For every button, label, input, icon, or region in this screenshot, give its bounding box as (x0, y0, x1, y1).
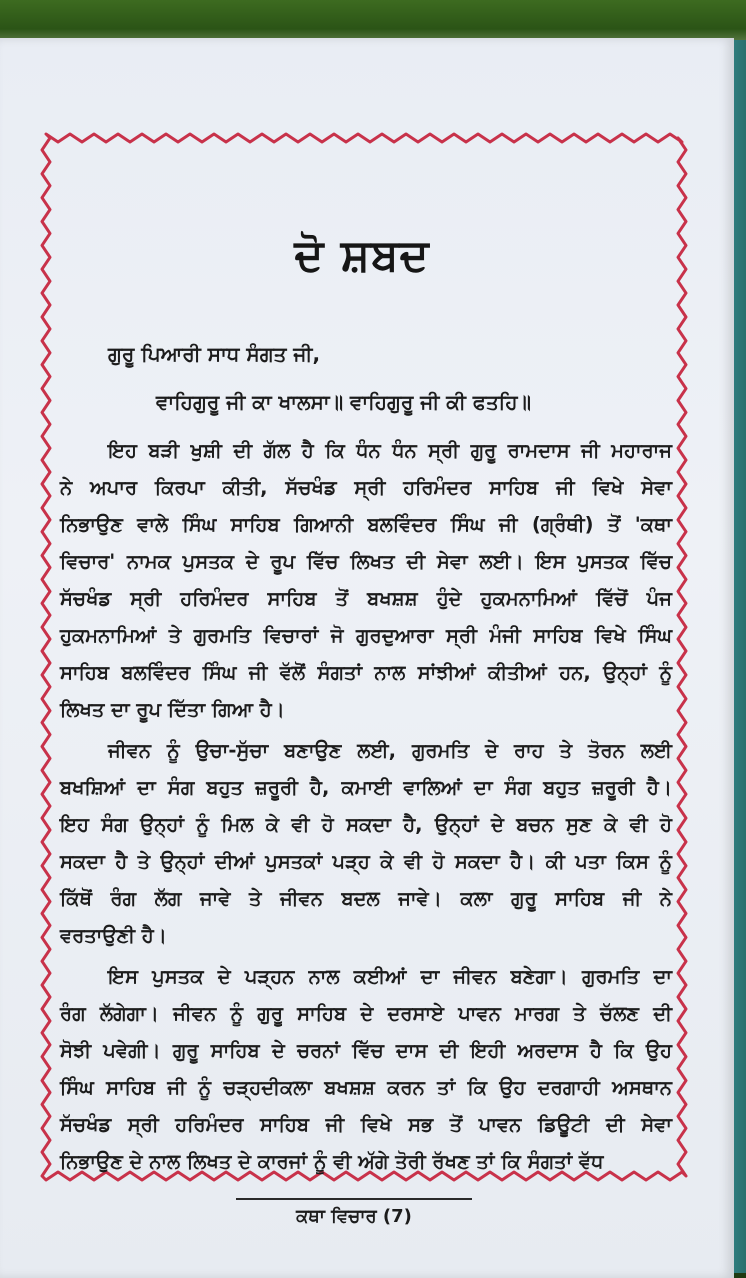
page-footer: ਕਥਾ ਵਿਚਾਰ (7) (296, 1206, 412, 1227)
text-line: ਸਾਹਿਬ ਬਲਵਿੰਦਰ ਸਿੰਘ ਜੀ ਵੱਲੋਂ ਸੰਗਤਾਂ ਨਾਲ ਸਾਂਝੀਆਂ ਕੀਤੀਆਂ ਹਨ, ਉਨ੍ਹਾਂ ਨੂੰ (60, 661, 672, 684)
text-line: ਲਿਖਤ ਦਾ ਰੂਪ ਦਿੱਤਾ ਗਿਆ ਹੈ। (60, 698, 285, 721)
paragraph (60, 432, 672, 728)
text-line: ਸਿੰਘ ਸਾਹਿਬ ਜੀ ਨੂੰ ਚੜ੍ਹਦੀਕਲਾ ਬਖਸ਼ਸ਼ ਕਰਨ ਤਾਂ ਕਿ ਉਹ ਦਰਗਾਹੀ ਅਸਥਾਨ (60, 1076, 672, 1099)
text-line: ਹੁਕਮਨਾਮਿਆਂ ਤੇ ਗੁਰਮਤਿ ਵਿਚਾਰਾਂ ਜੋ ਗੁਰਦੁਆਰਾ ਸ੍ਰੀ ਮੰਜੀ ਸਾਹਿਬ ਵਿਖੇ ਸਿੰਘ (60, 624, 672, 647)
text-line: ਨਿਭਾਉਣ ਦੇ ਨਾਲ ਲਿਖਤ ਦੇ ਕਾਰਜਾਂ ਨੂੰ ਵੀ ਅੱਗੇ ਤੋਰੀ ਰੱਖਣ ਤਾਂ ਕਿ ਸੰਗਤਾਂ ਵੱਧ (60, 1150, 604, 1173)
footer-divider (236, 1198, 472, 1200)
salutation: ਗੁਰੂ ਪਿਆਰੀ ਸਾਧ ਸੰਗਤ ਜੀ, (108, 342, 321, 366)
text-line: ਸੱਚਖੰਡ ਸ੍ਰੀ ਹਰਿਮੰਦਰ ਸਾਹਿਬ ਤੋਂ ਬਖਸ਼ਸ਼ ਹੁੰਦੇ ਹੁਕਮਨਾਮਿਆਂ ਵਿੱਚੋਂ ਪੰਜ (60, 587, 672, 610)
paragraph (60, 958, 672, 1180)
text-line: ਸੱਚਖੰਡ ਸ੍ਰੀ ਹਰਿਮੰਦਰ ਸਾਹਿਬ ਜੀ ਵਿਖੇ ਸਭ ਤੋਂ ਪਾਵਨ ਡਿਊਟੀ ਦੀ ਸੇਵਾ (60, 1113, 672, 1136)
text-line: ਵਰਤਾਉਣੀ ਹੈ। (60, 924, 167, 947)
page-title: ਦੋ ਸ਼ਬਦ (294, 230, 430, 281)
text-line: ਬਖਸ਼ਿਆਂ ਦਾ ਸੰਗ ਬਹੁਤ ਜ਼ਰੂਰੀ ਹੈ, ਕਮਾਈ ਵਾਲਿਆਂ ਦਾ ਸੰਗ ਬਹੁਤ ਜ਼ਰੂਰੀ ਹੈ। (60, 776, 672, 799)
text-line: ਸੋਝੀ ਪਵੇਗੀ। ਗੁਰੂ ਸਾਹਿਬ ਦੇ ਚਰਨਾਂ ਵਿੱਚ ਦਾਸ ਦੀ ਇਹੀ ਅਰਦਾਸ ਹੈ ਕਿ ਉਹ (60, 1039, 672, 1062)
paragraph (60, 732, 672, 954)
greeting: ਵਾਹਿਗੁਰੂ ਜੀ ਕਾ ਖਾਲਸਾ॥ ਵਾਹਿਗੁਰੂ ਜੀ ਕੀ ਫਤਹਿ॥ (156, 390, 531, 414)
text-line: ਇਹ ਬੜੀ ਖੁਸ਼ੀ ਦੀ ਗੱਲ ਹੈ ਕਿ ਧੰਨ ਧੰਨ ਸ੍ਰੀ ਗੁਰੂ ਰਾਮਦਾਸ ਜੀ ਮਹਾਰਾਜ (108, 439, 672, 462)
page-content (52, 150, 672, 1173)
text-line: ਇਸ ਪੁਸਤਕ ਦੇ ਪੜ੍ਹਨ ਨਾਲ ਕਈਆਂ ਦਾ ਜੀਵਨ ਬਣੇਗਾ। ਗੁਰਮਤਿ ਦਾ (108, 965, 672, 988)
text-line: ਵਿਚਾਰ' ਨਾਮਕ ਪੁਸਤਕ ਦੇ ਰੂਪ ਵਿੱਚ ਲਿਖਤ ਦੀ ਸੇਵਾ ਲਈ। ਇਸ ਪੁਸਤਕ ਵਿੱਚ (60, 550, 672, 573)
text-line: ਨੇ ਅਪਾਰ ਕਿਰਪਾ ਕੀਤੀ, ਸੱਚਖੰਡ ਸ੍ਰੀ ਹਰਿਮੰਦਰ ਸਾਹਿਬ ਜੀ ਵਿਖੇ ਸੇਵਾ (60, 476, 672, 499)
text-line: ਨਿਭਾਉਣ ਵਾਲੇ ਸਿੰਘ ਸਾਹਿਬ ਗਿਆਨੀ ਬਲਵਿੰਦਰ ਸਿੰਘ ਜੀ (ਗ੍ਰੰਥੀ) ਤੋਂ 'ਕਥਾ (60, 513, 672, 536)
text-line: ਰੰਗ ਲੱਗੇਗਾ। ਜੀਵਨ ਨੂੰ ਗੁਰੂ ਸਾਹਿਬ ਦੇ ਦਰਸਾਏ ਪਾਵਨ ਮਾਰਗ ਤੇ ਚੱਲਣ ਦੀ (60, 1002, 672, 1025)
text-line: ਜੀਵਨ ਨੂੰ ਉਚਾ-ਸੁੱਚਾ ਬਣਾਉਣ ਲਈ, ਗੁਰਮਤਿ ਦੇ ਰਾਹ ਤੇ ਤੋਰਨ ਲਈ (108, 739, 672, 762)
background-edge (732, 40, 746, 1273)
text-line: ਸਕਦਾ ਹੈ ਤੇ ਉਨ੍ਹਾਂ ਦੀਆਂ ਪੁਸਤਕਾਂ ਪੜ੍ਹ ਕੇ ਵੀ ਹੋ ਸਕਦਾ ਹੈ। ਕੀ ਪਤਾ ਕਿਸ ਨੂੰ (60, 850, 672, 873)
text-line: ਕਿੱਥੋਂ ਰੰਗ ਲੱਗ ਜਾਵੇ ਤੇ ਜੀਵਨ ਬਦਲ ਜਾਵੇ। ਕਲਾ ਗੁਰੂ ਸਾਹਿਬ ਜੀ ਨੇ (60, 887, 672, 910)
text-line: ਇਹ ਸੰਗ ਉਨ੍ਹਾਂ ਨੂੰ ਮਿਲ ਕੇ ਵੀ ਹੋ ਸਕਦਾ ਹੈ, ਉਨ੍ਹਾਂ ਦੇ ਬਚਨ ਸੁਣ ਕੇ ਵੀ ਹੋ (60, 813, 672, 836)
body-text (60, 432, 672, 1184)
